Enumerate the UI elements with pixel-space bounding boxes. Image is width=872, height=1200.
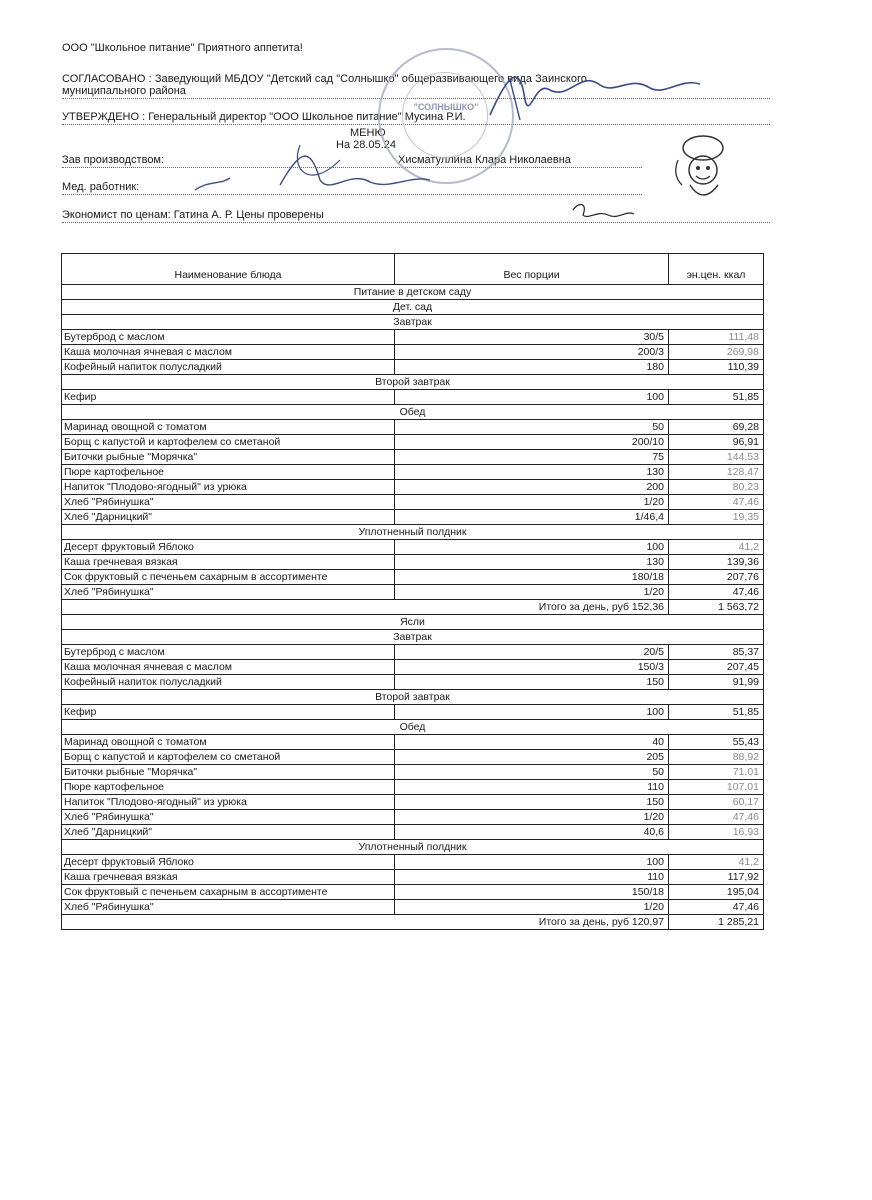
- dish-name: Каша гречневая вязкая: [62, 555, 395, 570]
- section-label: Завтрак: [62, 630, 764, 645]
- portion-weight: 205: [395, 750, 669, 765]
- column-header-dish: Наименование блюда: [62, 254, 395, 285]
- table-row: [62, 870, 764, 885]
- table-row: [62, 705, 764, 720]
- dish-name: Кофейный напиток полусладкий: [62, 360, 395, 375]
- portion-weight: 150/18: [395, 885, 669, 900]
- table-row: [62, 420, 764, 435]
- dish-name: Биточки рыбные "Морячка": [62, 450, 395, 465]
- energy-kcal: 51,85: [669, 390, 764, 405]
- dish-name: Кефир: [62, 390, 395, 405]
- medic-signature: [190, 140, 440, 200]
- portion-weight: 110: [395, 780, 669, 795]
- menu-title: МЕНЮ: [350, 127, 386, 139]
- approved-line-2: муниципального района: [62, 85, 186, 97]
- portion-weight: 75: [395, 450, 669, 465]
- dish-name: Каша гречневая вязкая: [62, 870, 395, 885]
- table-row: [62, 585, 764, 600]
- economist-signature: [568, 200, 638, 226]
- table-row: [62, 900, 764, 915]
- production-name: Хисматуллина Клара Николаевна: [398, 154, 571, 166]
- dish-name: Напиток "Плодово-ягодный" из урюка: [62, 480, 395, 495]
- portion-weight: 1/20: [395, 585, 669, 600]
- table-row: [62, 465, 764, 480]
- table-row: [62, 645, 764, 660]
- energy-kcal: 207,45: [669, 660, 764, 675]
- table-row: [62, 885, 764, 900]
- energy-kcal: 47,46: [669, 900, 764, 915]
- dish-name: Пюре картофельное: [62, 465, 395, 480]
- table-row: [62, 765, 764, 780]
- table-row: [62, 345, 764, 360]
- stamp-text: "СОЛНЫШКО": [413, 102, 479, 112]
- dish-name: Десерт фруктовый Яблоко: [62, 855, 395, 870]
- dish-name: Хлеб "Дарницкий": [62, 510, 395, 525]
- portion-weight: 20/5: [395, 645, 669, 660]
- section-row: [62, 615, 764, 630]
- portion-weight: 200/10: [395, 435, 669, 450]
- section-label: Обед: [62, 720, 764, 735]
- energy-kcal: 88,92: [669, 750, 764, 765]
- table-row: [62, 735, 764, 750]
- dish-name: Каша молочная ячневая с маслом: [62, 660, 395, 675]
- portion-weight: 150: [395, 675, 669, 690]
- section-label: Дет. сад: [62, 300, 764, 315]
- portion-weight: 1/20: [395, 900, 669, 915]
- energy-kcal: 51,85: [669, 705, 764, 720]
- table-row: [62, 435, 764, 450]
- section-row: [62, 630, 764, 645]
- dish-name: Кефир: [62, 705, 395, 720]
- section-row: [62, 720, 764, 735]
- section-label: Ясли: [62, 615, 764, 630]
- energy-kcal: 80,23: [669, 480, 764, 495]
- dish-name: Сок фруктовый с печеньем сахарным в ассортименте: [62, 885, 395, 900]
- portion-weight: 100: [395, 390, 669, 405]
- energy-kcal: 69,28: [669, 420, 764, 435]
- section-row: [62, 300, 764, 315]
- dish-name: Биточки рыбные "Морячка": [62, 765, 395, 780]
- portion-weight: 110: [395, 870, 669, 885]
- portion-weight: 150/3: [395, 660, 669, 675]
- company-line: ООО "Школьное питание" Приятного аппетита!: [62, 42, 303, 54]
- medic-label: Мед. работник:: [62, 181, 140, 193]
- energy-kcal: 41,2: [669, 855, 764, 870]
- section-label: Обед: [62, 405, 764, 420]
- table-row: [62, 540, 764, 555]
- dish-name: Борщ с капустой и картофелем со сметаной: [62, 750, 395, 765]
- total-kcal: 1 563,72: [669, 600, 764, 615]
- table-header-row: [62, 254, 764, 285]
- section-row: [62, 690, 764, 705]
- table-row: [62, 570, 764, 585]
- table-row: [62, 450, 764, 465]
- section-row: [62, 375, 764, 390]
- energy-kcal: 71,01: [669, 765, 764, 780]
- total-kcal: 1 285,21: [669, 915, 764, 930]
- portion-weight: 40: [395, 735, 669, 750]
- table-row: [62, 390, 764, 405]
- menu-table-body: [62, 285, 764, 930]
- energy-kcal: 269,98: [669, 345, 764, 360]
- portion-weight: 1/20: [395, 810, 669, 825]
- table-row: [62, 360, 764, 375]
- energy-kcal: 110,39: [669, 360, 764, 375]
- energy-kcal: 195,04: [669, 885, 764, 900]
- portion-weight: 30/5: [395, 330, 669, 345]
- dish-name: Бутерброд с маслом: [62, 330, 395, 345]
- total-label: Итого за день, руб 120,97: [62, 915, 669, 930]
- energy-kcal: 55,43: [669, 735, 764, 750]
- energy-kcal: 47,46: [669, 585, 764, 600]
- energy-kcal: 60,17: [669, 795, 764, 810]
- table-row: [62, 675, 764, 690]
- portion-weight: 100: [395, 705, 669, 720]
- section-row: [62, 525, 764, 540]
- portion-weight: 200/3: [395, 345, 669, 360]
- table-row: [62, 555, 764, 570]
- section-label: Питание в детском саду: [62, 285, 764, 300]
- section-label: Второй завтрак: [62, 690, 764, 705]
- portion-weight: 100: [395, 540, 669, 555]
- section-label: Завтрак: [62, 315, 764, 330]
- dish-name: Кофейный напиток полусладкий: [62, 675, 395, 690]
- section-row: [62, 405, 764, 420]
- dish-name: Хлеб "Дарницкий": [62, 825, 395, 840]
- table-row: [62, 810, 764, 825]
- energy-kcal: 85,37: [669, 645, 764, 660]
- dish-name: Каша молочная ячневая с маслом: [62, 345, 395, 360]
- portion-weight: 1/20: [395, 495, 669, 510]
- dish-name: Бутерброд с маслом: [62, 645, 395, 660]
- energy-kcal: 47,46: [669, 495, 764, 510]
- table-row: [62, 660, 764, 675]
- energy-kcal: 107,01: [669, 780, 764, 795]
- dish-name: Сок фруктовый с печеньем сахарным в ассортименте: [62, 570, 395, 585]
- confirmed-line: УТВЕРЖДЕНО : Генеральный директор "ООО Школьное питание" Мусина Р.И.: [62, 111, 466, 123]
- energy-kcal: 47,46: [669, 810, 764, 825]
- chef-logo: [668, 130, 738, 210]
- table-row: [62, 750, 764, 765]
- column-header-kcal: эн.цен. ккал: [669, 254, 764, 285]
- section-row: [62, 285, 764, 300]
- economist-line: Экономист по ценам: Гатина А. Р. Цены проверены: [62, 209, 324, 221]
- portion-weight: 180/18: [395, 570, 669, 585]
- total-row: [62, 600, 764, 615]
- dish-name: Маринад овощной с томатом: [62, 420, 395, 435]
- energy-kcal: 128,47: [669, 465, 764, 480]
- section-row: [62, 315, 764, 330]
- section-label: Второй завтрак: [62, 375, 764, 390]
- dish-name: Хлеб "Рябинушка": [62, 900, 395, 915]
- energy-kcal: 144,53: [669, 450, 764, 465]
- portion-weight: 130: [395, 555, 669, 570]
- total-row: [62, 915, 764, 930]
- portion-weight: 130: [395, 465, 669, 480]
- energy-kcal: 41,2: [669, 540, 764, 555]
- energy-kcal: 16,93: [669, 825, 764, 840]
- column-header-weight: Вес порции: [395, 254, 669, 285]
- section-label: Уплотненный полдник: [62, 525, 764, 540]
- portion-weight: 50: [395, 765, 669, 780]
- section-label: Уплотненный полдник: [62, 840, 764, 855]
- portion-weight: 180: [395, 360, 669, 375]
- portion-weight: 1/46,4: [395, 510, 669, 525]
- table-row: [62, 795, 764, 810]
- energy-kcal: 139,36: [669, 555, 764, 570]
- menu-date: На 28.05.24: [336, 139, 396, 151]
- approved-line: СОГЛАСОВАНО : Заведующий МБДОУ "Детский сад "Солнышко" общеразвивающего вида Заинского: [62, 73, 587, 85]
- production-label: Зав производством:: [62, 154, 165, 166]
- energy-kcal: 19,35: [669, 510, 764, 525]
- energy-kcal: 207,76: [669, 570, 764, 585]
- table-row: [62, 510, 764, 525]
- table-row: [62, 480, 764, 495]
- energy-kcal: 117,92: [669, 870, 764, 885]
- energy-kcal: 91,99: [669, 675, 764, 690]
- total-label: Итого за день, руб 152,36: [62, 600, 669, 615]
- menu-table: [61, 253, 764, 930]
- dish-name: Пюре картофельное: [62, 780, 395, 795]
- portion-weight: 100: [395, 855, 669, 870]
- table-row: [62, 330, 764, 345]
- dish-name: Хлеб "Рябинушка": [62, 585, 395, 600]
- head-signature: [480, 60, 710, 130]
- economist-dotted-line: [62, 222, 770, 223]
- dish-name: Хлеб "Рябинушка": [62, 810, 395, 825]
- portion-weight: 150: [395, 795, 669, 810]
- dish-name: Напиток "Плодово-ягодный" из урюка: [62, 795, 395, 810]
- portion-weight: 200: [395, 480, 669, 495]
- section-row: [62, 840, 764, 855]
- portion-weight: 40,6: [395, 825, 669, 840]
- energy-kcal: 111,48: [669, 330, 764, 345]
- portion-weight: 50: [395, 420, 669, 435]
- energy-kcal: 96,91: [669, 435, 764, 450]
- dish-name: Борщ с капустой и картофелем со сметаной: [62, 435, 395, 450]
- dish-name: Хлеб "Рябинушка": [62, 495, 395, 510]
- table-row: [62, 495, 764, 510]
- dish-name: Десерт фруктовый Яблоко: [62, 540, 395, 555]
- table-row: [62, 780, 764, 795]
- dish-name: Маринад овощной с томатом: [62, 735, 395, 750]
- table-row: [62, 855, 764, 870]
- table-row: [62, 825, 764, 840]
